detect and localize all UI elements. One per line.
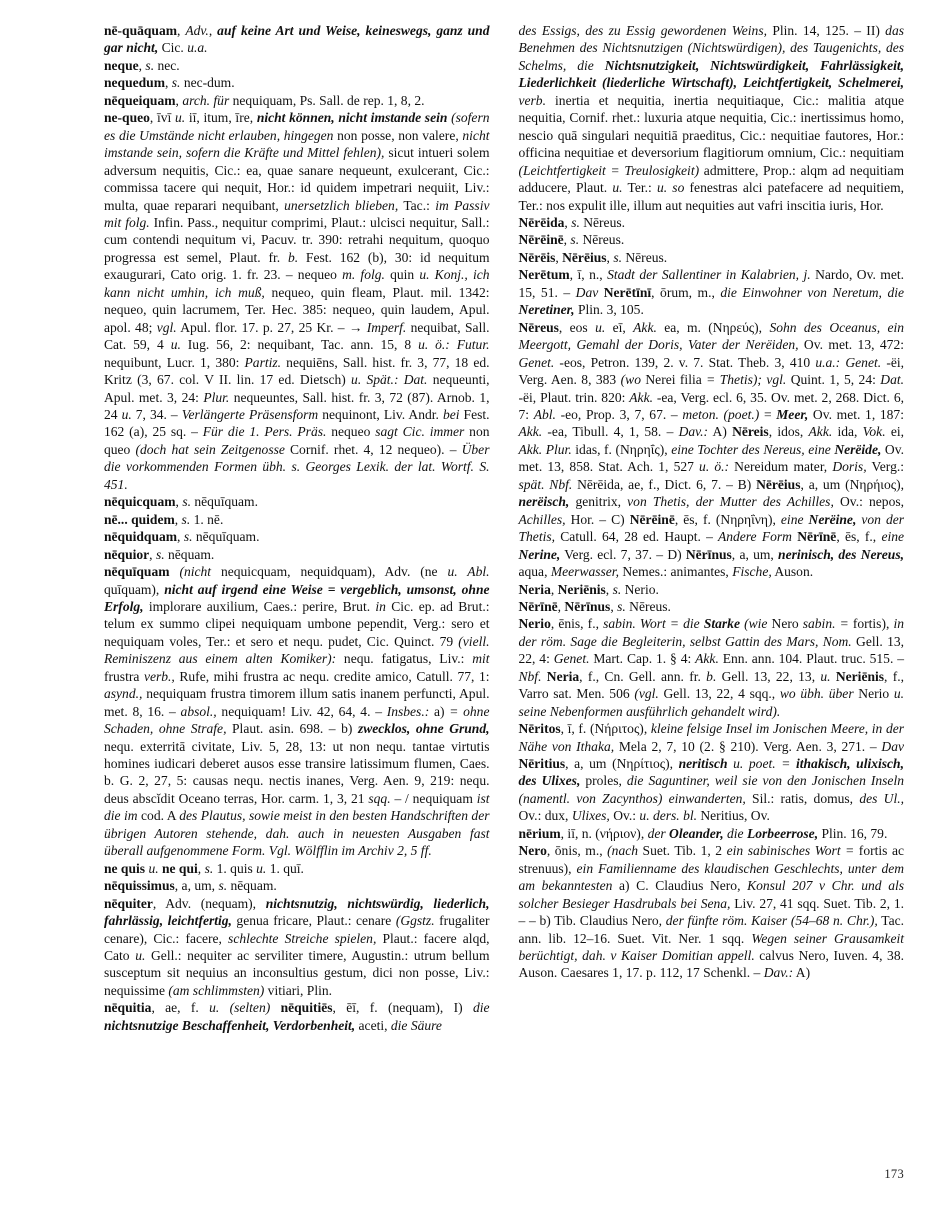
- page-columns: [104, 22, 904, 1162]
- right-column: des Essigs, des zu Essig gewordenen Weins, Plin. 14, 125. – II) das Benehmen des Nichtsnutzigen (Nichtswürdigen), des Taugenichts, des Schelms, die Nichtsnutzigkeit, Nichtswürdigkeit, Fahrlässigkeit, Liederlichkeit (liederliche Wirtschaft), Leichtfertigkeit, Schelmerei, verb. inertia et nequitia, inertia nequitiaque, Cic.: malitia atque nequitia, Cornif. rhet.: luxuria atque nequitia, Cic.: inertissimus homo, nescio quā singulari nequitiā praeditus, Cic.: nequitiae fautores, Hor.: officina nequitiae et deversorium flagitiorum omnium, Cic.: nequitiam (Leichtfertigkeit = Treulosigkeit) admittere, Prop.: alqm ad nequitiam adducere, Plaut. u. Ter.: u. so fenestras alci patefacere ad nequitiem, Ter.: nos expulit ille, illum aut nequities aut vafri inscitia iuris, Hor. Nērēida, s. Nēreus. Nērēinē, s. Nēreus. Nērēis, Nērēius, s. Nēreus. Nerētum, ī, n., Stadt der Sallentiner in Kalabrien, j. Nardo, Ov. met. 15, 51. – Dav Nerētīnī, ōrum, m., die Einwohner von Neretum, die Neretiner, Plin. 3, 105. Nēreus, eos u. eī, Akk. ea, m. (Νηρεύς), Sohn des Oceanus, ein Meergott, Gemahl der Doris, Vater der Nerëiden, Ov. met. 13, 472: Genet. -eos, Petron. 139, 2. v. 7. Stat. Theb. 3, 410 u.a.: Genet. -ëi, Verg. Aen. 8, 383 (wo Nerei filia = Thetis); vgl. Quint. 1, 5, 24: Dat. -ëi, Plaut. trin. 820: Akk. -ea, Verg. ecl. 6, 35. Ov. met. 2, 268. Dict. 6, 7: Abl. -eo, Prop. 3, 7, 67. – meton. (poet.) = Meer, Ov. met. 1, 187: Akk. -ea, Tibull. 4, 1, 58. – Dav.: A) Nēreis, idos, Akk. ida, Vok. ei, Akk. Plur. idas, f. (Νηρηΐς), eine Tochter des Nereus, eine Nerëide, Ov. met. 13, 858. Stat. Ach. 1, 527 u. ö.: Nereidum mater, Doris, Verg.: spät. Nbf. Nērēida, ae, f., Dict. 6, 7. – B) Nērēius, a, um (Νηρήιος), nerëisch, genitrix, von Thetis, der Mutter des Achilles, Ov.: nepos, Achilles, Hor. – C) Nērēinē, ēs, f. (Νηρηΐνη), eine Nerëine, von der Thetis, Catull. 64, 28 ed. Haupt. – Andere Form Nērīnē, ēs, f., eine Nerine, Verg. ecl. 7, 37. – D) Nērīnus, a, um, nerinisch, des Nereus, aqua, Meerwasser, Nemes.: animantes, Fische, Auson. Neria, Neriēnis, s. Nerio. Nērīnē, Nērīnus, s. Nēreus. Nerio, ēnis, f., sabin. Wort = die Starke (wie Nero sabin. = fortis), in der röm. Sage die Begleiterin, selbst Gattin des Mars, Nom. Gell. 13, 22, 4: Genet. Mart. Cap. 1. § 4: Akk. Enn. ann. 104. Plaut. truc. 515. – Nbf. Neria, f., Cn. Gell. ann. fr. b. Gell. 13, 22, 13, u. Neriēnis, f., Varro sat. Men. 506 (vgl. Gell. 13, 22, 4 sqq., wo übh. über Nerio u. seine Nebenformen ausführlich gehandelt wird). Nēritos, ī, f. (Νήριτος), kleine felsige Insel im Jonischen Meere, in der Nähe von Ithaka, Mela 2, 7, 10 (2. § 210). Verg. Aen. 3, 271. – Dav Nēritius, a, um (Νηρίτιος), neritisch u. poet. = ithakisch, ulixisch, des Ulixes, proles, die Saguntiner, weil sie von den Jonischen Inseln (namentl. von Zacynthos) einwanderten, Sil.: ratis, domus, des Ul., Ov.: dux, Ulixes, Ov.: u. ders. bl. Neritius, Ov. nērium, iī, n. (νήριον), der Oleander, die Lorbeerrose, Plin. 16, 79. Nero, ōnis, m., (nach Suet. Tib. 1, 2 ein sabinisches Wort = fortis ac strenuus), ein Familienname des klaudischen Geschlechts, unter dem am bekanntesten a) C. Claudius Nero, Konsul 207 v Chr. und als solcher Besieger Hasdrubals bei Sena, Liv. 27, 41 sqq. Suet. Tib. 2, 1. – – b) Tib. Claudius Nero, der fünfte röm. Kaiser (54–68 n. Chr.), Tac. ann. lib. 12–16. Suet. Vit. Ner. 1 sqq. Wegen seiner Grausamkeit berüchtigt, dah. v Kaiser Domitian appell. calvus Nero, Iuven. 4, 38. Auson. Caesares 1, 17. p. 112, 17 Schenkl. – Dav.: A): [518, 23, 905, 981]
- page-number: 173: [884, 1167, 904, 1181]
- left-column: nē-quāquam, Adv., auf keine Art und Weise, keineswegs, ganz und gar nicht, Cic. u.a. neque, s. nec. nequedum, s. nec-dum. nēqueiquam, arch. für nequiquam, Ps. Sall. de rep. 1, 8, 2. ne-queo, īvī u. iī, itum, īre, nicht können, nicht imstande sein (sofern es die Umstände nicht erlauben, hingegen non posse, non valere, nicht imstande sein, sofern die Kräfte und Mittel fehlen), sicut intueri solem adversum nequitis, Cic.: ea, quae sanare nequeunt, exulcerant, Cic.: commissa tacere qui nequit, Hor.: id quidem impetrari nequiit, Liv.: multa, quae reparari nequibant, unersetzlich blieben, Tac.: im Passiv mit folg. Infin. Pass., nequitur comprimi, Plaut.: ulcisci nequitur, Sall.: cum contendi nequitum vi, Pacuv. tr. 390: retrahi nequitum, quoquo progressa est semel, Plaut. fr. b. Fest. 162 (b), 30: id nequitum exaugurari, Cato orig. 1. fr. 23. – nequeo m. folg. quin u. Konj., ich kann nicht umhin, ich muß, nequeo, quin fleam, Plaut. mil. 1342: nequeo, quin lacrumem, Ter. Hec. 385: nequeo, quin laudem, Apul. apol. 48; vgl. Apul. flor. 17. p. 27, 25 Kr. – → Imperf. nequibat, Sall. Cat. 59, 4 u. Iug. 56, 2: nequibant, Tac. ann. 15, 8 u. ö.: Futur. nequibunt, Lucr. 1, 380: Partiz. nequiēns, Sall. hist. fr. 3, 77, 18 ed. Kritz (3, 67. col. V II. lin. 17 ed. Dietsch) u. Spät.: Dat. nequeunti, Apul. met. 3, 24: Plur. nequeuntes, Sall. hist. fr. 3, 72 (87). Arnob. 1, 24 u. 7, 34. – Verlängerte Präsensform nequinont, Liv. Andr. bei Fest. 162 (a), 25 sq. – Für die 1. Pers. Präs. nequeo sagt Cic. immer non queo (doch hat sein Zeitgenosse Cornif. rhet. 4, 12 nequeo). – Über die vorkommenden Formen übh. s. Georges Lexik. der lat. Wortf. S. 451. nēquicquam, s. nēquīquam. nē... quidem, s. 1. nē. nēquidquam, s. nēquīquam. nēquior, s. nēquam. nēquīquam (nicht nequicquam, nequidquam), Adv. (ne u. Abl. quīquam), nicht auf irgend eine Weise = vergeblich, umsonst, ohne Erfolg, implorare auxilium, Caes.: perire, Brut. in Cic. ep. ad Brut.: telum ex summo clipei nequiquam umbone pependit, Verg.: sero et nequiquam voles, Ter.: et sero et nequ. pudet, Cic. Quinct. 79 (viell. Reminiszenz aus einem alten Komiker): nequ. fatigatus, Liv.: mit frustra verb., Rufe, mihi frustra ac nequ. credite amico, Catull. 77, 1: asynd., nequiquam frustra timorem illum satis inanem perfuncti, Apul. met. 8, 16. – absol., nequiquam! Liv. 42, 64, 4. – Insbes.: a) = ohne Schaden, ohne Strafe, Plaut. asin. 698. – b) zwecklos, ohne Grund, nequ. exterritā civitate, Liv. 5, 28, 13: ut non nequ. tantae virtutis homines iudicari deberet ausos esse transire latissimum flumen, Caes. b. G. 2, 27, 5: causas nequ. nectis inanes, Verg. Aen. 9, 219: nequ. deus abscĭdit Oceano terras, Hor. carm. 1, 3, 21 sqq. – / nequiquam ist die im cod. A des Plautus, sowie meist in den besten Handschriften der übrigen Autoren stehende, dah. auch in neuesten Ausgaben fast überall aufgenommene Form. Vgl. Wölfflin im Archiv 2, 5 ff. ne quis u. ne qui, s. 1. quis u. 1. quī. nēquissimus, a, um, s. nēquam. nēquiter, Adv. (nequam), nichtsnutzig, nichtswürdig, liederlich, fahrlässig, leichtfertig, genua fricare, Plaut.: cenare (Ggstz. frugaliter cenare), Cic.: facere, schlechte Streiche spielen, Plaut.: facere alqd, Cato u. Gell.: nequiter ac serviliter timere, Augustin.: utrum bellum susceptum sit nequius an inconsultius gestum, dici non posse, Liv.: nequissime (am schlimmsten) vitiari, Plin. nēquitia, ae, f. u. (selten) nēquitiēs, ēī, f. (nequam), I) die nichtsnutzige Beschaffenheit, Verdorbenheit, aceti, die Säure: [104, 23, 490, 1033]
